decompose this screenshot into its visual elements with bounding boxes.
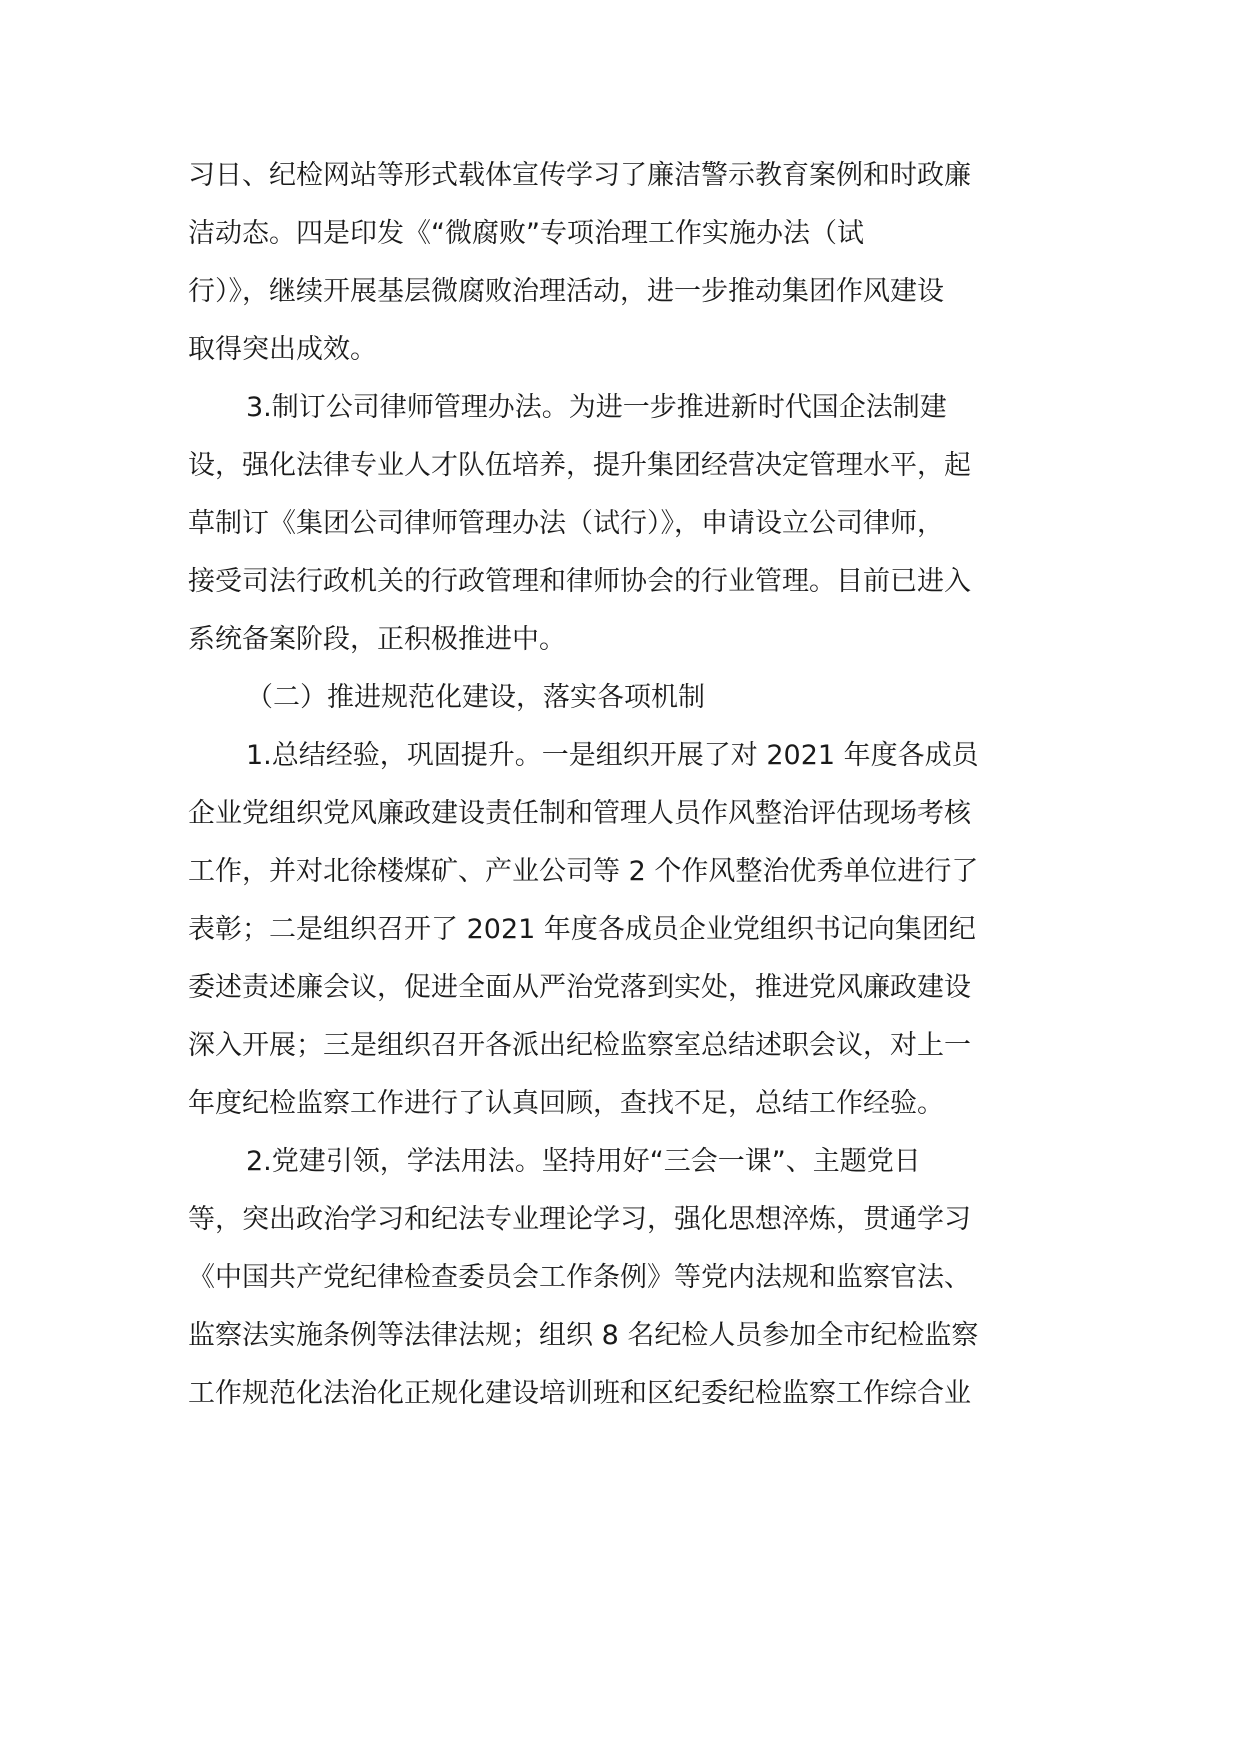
text-line: 《中国共产党纪律检查委员会工作条例》等党内法规和监察官法、 xyxy=(188,1262,971,1293)
paragraph-start-line: 2.党建引领，学法用法。坚持用好“三会一课”、主题党日 xyxy=(246,1146,921,1177)
section-heading: （二）推进规范化建设，落实各项机制 xyxy=(246,682,705,713)
text-line: 行）》，继续开展基层微腐败治理活动，进一步推动集团作风建设 xyxy=(188,276,944,307)
text-line: 工作规范化法治化正规化建设培训班和区纪委纪检监察工作综合业 xyxy=(188,1378,971,1409)
text-line: 草制订《集团公司律师管理办法（试行）》，申请设立公司律师， xyxy=(188,508,944,539)
text-line: 深入开展；三是组织召开各派出纪检监察室总结述职会议，对上一 xyxy=(188,1030,971,1061)
text-line: 等，突出政治学习和纪法专业理论学习，强化思想淬炼，贯通学习 xyxy=(188,1204,971,1235)
paragraph-start-line: 3.制订公司律师管理办法。为进一步推进新时代国企法制建 xyxy=(246,392,947,423)
paragraph-start-line: 1.总结经验，巩固提升。一是组织开展了对 2021 年度各成员 xyxy=(246,740,979,771)
text-line: 洁动态。四是印发《“微腐败”专项治理工作实施办法（试 xyxy=(188,218,864,249)
text-line: 接受司法行政机关的行政管理和律师协会的行业管理。目前已进入 xyxy=(188,566,971,597)
text-line: 表彰；二是组织召开了 2021 年度各成员企业党组织书记向集团纪 xyxy=(188,914,976,945)
text-line: 习日、纪检网站等形式载体宣传学习了廉洁警示教育案例和时政廉 xyxy=(188,160,971,191)
text-line: 设，强化法律专业人才队伍培养，提升集团经营决定管理水平，起 xyxy=(188,450,971,481)
text-line: 监察法实施条例等法律法规；组织 8 名纪检人员参加全市纪检监察 xyxy=(188,1320,979,1351)
text-line: 年度纪检监察工作进行了认真回顾，查找不足，总结工作经验。 xyxy=(188,1088,944,1119)
text-line: 委述责述廉会议，促进全面从严治党落到实处，推进党风廉政建设 xyxy=(188,972,971,1003)
text-line: 企业党组织党风廉政建设责任制和管理人员作风整治评估现场考核 xyxy=(188,798,971,829)
text-line: 取得突出成效。 xyxy=(188,334,377,365)
text-line: 系统备案阶段，正积极推进中。 xyxy=(188,624,566,655)
text-line: 工作，并对北徐楼煤矿、产业公司等 2 个作风整治优秀单位进行了 xyxy=(188,856,979,887)
